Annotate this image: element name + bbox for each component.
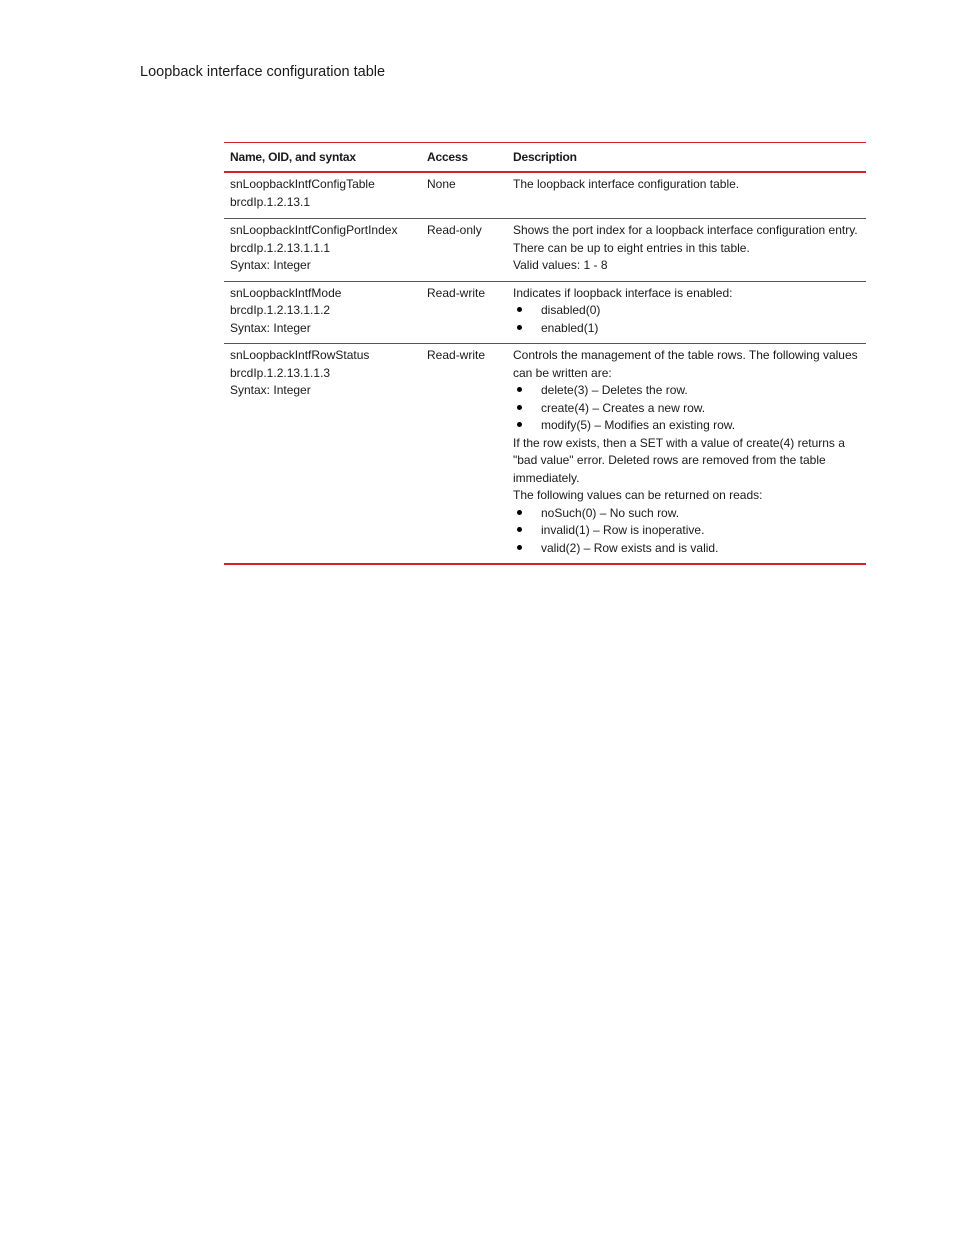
description-text: The loopback interface configuration table. <box>513 177 740 191</box>
bullet-icon <box>513 522 541 540</box>
table-header <box>224 143 866 173</box>
access-cell: None <box>427 177 456 191</box>
description-cell <box>507 282 866 344</box>
header-access: Access <box>427 150 468 164</box>
bullet-item <box>513 382 860 400</box>
access-cell: Read-write <box>427 285 486 300</box>
name-cell <box>224 173 421 218</box>
bullet-text: create(4) – Creates a new row. <box>541 400 706 415</box>
bullet-text: modify(5) – Modifies an existing row. <box>541 418 736 432</box>
object-name: snLoopbackIntfMode <box>230 285 342 300</box>
table-row <box>224 219 866 282</box>
bullet-text: invalid(1) – Row is inoperative. <box>541 523 705 537</box>
description-cell <box>507 219 866 281</box>
bullet-icon <box>513 302 541 320</box>
table-row <box>224 173 866 219</box>
bullet-text: valid(2) – Row exists and is valid. <box>541 540 719 555</box>
bullet-text: delete(3) – Deletes the row. <box>541 383 688 397</box>
bullet-item <box>513 540 860 558</box>
description-cell <box>507 344 866 563</box>
bullet-text: noSuch(0) – No such row. <box>541 505 680 520</box>
bullet-text: disabled(0) <box>541 303 601 317</box>
bullet-item <box>513 400 860 418</box>
name-cell <box>224 344 421 563</box>
description-text: Shows the port index for a loopback interface configuration entry. There can be up to eight entries in this table. <box>513 223 858 255</box>
object-name: snLoopbackIntfRowStatus <box>230 348 370 362</box>
access-cell: Read-write <box>427 348 486 362</box>
page-header: Loopback interface configuration table <box>140 64 386 80</box>
bullet-icon <box>513 382 541 400</box>
object-oid: brcdIp.1.2.13.1 <box>230 194 311 209</box>
bullet-item <box>513 417 860 435</box>
object-name: snLoopbackIntfConfigPortIndex <box>230 223 398 237</box>
header-description: Description <box>513 150 577 164</box>
description-cell <box>507 173 866 218</box>
mib-table <box>224 142 866 565</box>
object-syntax: Syntax: Integer <box>230 383 311 397</box>
description-text: Valid values: 1 - 8 <box>513 258 608 272</box>
object-oid: brcdIp.1.2.13.1.1.3 <box>230 365 331 380</box>
table-row <box>224 344 866 563</box>
bullet-item <box>513 505 860 523</box>
object-syntax: Syntax: Integer <box>230 320 311 335</box>
bullet-item <box>513 522 860 540</box>
name-cell <box>224 219 421 281</box>
description-text: The following values can be returned on reads: <box>513 488 763 502</box>
bullet-icon <box>513 320 541 338</box>
description-text: Controls the management of the table rows. The following values can be written are: <box>513 348 858 380</box>
description-text: If the row exists, then a SET with a value of create(4) returns a "bad value" error. Deleted rows are removed from the table immediately. <box>513 435 845 485</box>
bullet-icon <box>513 505 541 523</box>
object-oid: brcdIp.1.2.13.1.1.1 <box>230 240 331 255</box>
object-oid: brcdIp.1.2.13.1.1.2 <box>230 303 331 317</box>
object-syntax: Syntax: Integer <box>230 258 311 272</box>
bullet-text: enabled(1) <box>541 320 599 335</box>
bullet-icon <box>513 417 541 435</box>
name-cell <box>224 282 421 344</box>
bullet-icon <box>513 400 541 418</box>
bullet-item <box>513 302 860 320</box>
bullet-icon <box>513 540 541 558</box>
access-cell: Read-only <box>427 223 482 237</box>
object-name: snLoopbackIntfConfigTable <box>230 177 375 191</box>
table-row <box>224 282 866 345</box>
bullet-item <box>513 320 860 338</box>
header-name: Name, OID, and syntax <box>230 150 356 164</box>
description-text: Indicates if loopback interface is enabled: <box>513 285 733 300</box>
